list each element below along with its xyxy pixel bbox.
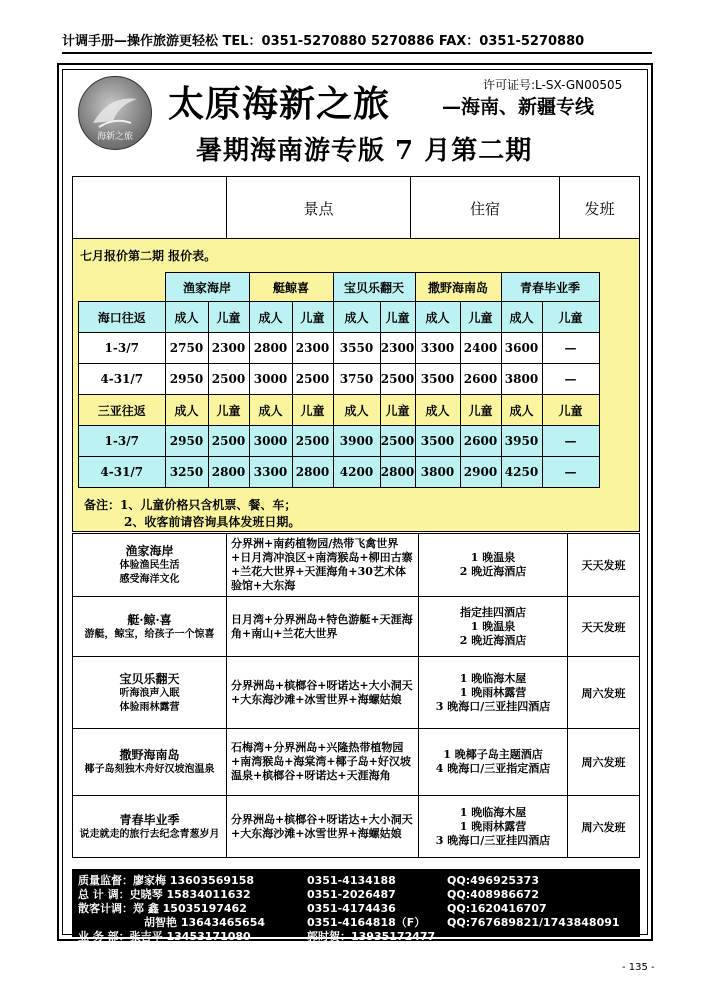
note-line: 2、收客前请咨询具体发班日期。 [124,515,301,529]
stay-line: 3 晚海口/三亚挂四酒店 [435,833,551,847]
route-name: 艇·鲸·喜 [127,612,172,627]
header-depart: 发班 [560,177,640,240]
logo-icon [78,76,152,150]
stay-line: 2 晚近海酒店 [459,633,527,647]
route-depart: 天天发班 [568,534,640,597]
origin-label: 三亚往返 [79,395,166,426]
stay-line: 3 晚海口/三亚挂四酒店 [435,699,551,713]
price-cell: 2500 [380,426,415,457]
route-name-cell [73,597,227,657]
contact-line: 郭时贺：13935172477 [307,930,436,943]
price-cell: — [542,457,599,488]
price-cell: 3300 [249,457,292,488]
stay-line: 指定挂四酒店 [460,605,526,619]
contact-line: 总 计 调：史晓琴 15834011632 [78,888,251,901]
price-cell: 2900 [460,457,501,488]
adult-label: 成人 [501,302,542,333]
product-header: 渔家海岸 [165,273,249,302]
logo-text: 海新之旅 [96,132,134,142]
stay-line: 1 晚温泉 [470,551,516,564]
route-name-cell [73,534,227,597]
route-name: 宝贝乐翻天 [119,671,180,686]
contact-line: 0351-2026487 [307,888,396,901]
price-cell: 2300 [208,333,249,364]
price-cell: 3500 [415,364,460,395]
route-name: 渔家海岸 [125,544,174,558]
route-spots: 日月湾+分界洲岛+特色游艇+天涯海角+南山+兰花大世界 [227,597,419,657]
price-cell: 3800 [501,364,542,395]
stay-line: 2 晚近海酒店 [459,565,527,578]
child-label: 儿童 [542,395,599,426]
price-cell: 3000 [249,426,292,457]
issue-title: 暑期海南游专版 7 月第二期 [196,136,533,166]
route-name-cell [73,729,227,796]
price-cell: — [542,333,599,364]
stay-line: 1 晚临海木屋 [459,805,527,819]
child-label: 儿童 [292,302,333,333]
price-cell: 2500 [208,426,249,457]
price-cell: 3600 [501,333,542,364]
adult-label: 成人 [165,395,208,426]
price-cell: 2950 [165,426,208,457]
price-cell: 4250 [501,457,542,488]
header-spots: 景点 [227,177,411,240]
price-cell: 3500 [415,426,460,457]
route-stay [419,796,568,858]
contact-line: 0351-4134188 [307,874,396,887]
price-cell: 3250 [165,457,208,488]
contact-col-phones [307,874,435,944]
contact-line: 胡智艳 13643465654 [144,916,266,929]
contact-line: QQ:1620416707 [447,902,547,915]
child-label: 儿童 [292,395,333,426]
route-stay [419,657,568,729]
price-cell: 2500 [380,364,415,395]
price-cell: 4200 [333,457,380,488]
route-name: 青春毕业季 [119,812,180,827]
price-table [78,272,600,488]
price-cell: 3900 [333,426,380,457]
price-cell: 2750 [165,333,208,364]
contact-line: QQ:767689821/1743848091 [447,916,620,929]
brand-name: 太原海新之旅 [168,83,391,125]
price-cell: — [542,364,599,395]
route-name-cell [73,796,227,858]
route-table [72,533,640,858]
price-cell: 2500 [208,364,249,395]
stay-line: 1 晚椰子岛主题酒店 [443,748,543,761]
route-spots: 石梅湾+分界洲岛+兴隆热带植物园+南湾猴岛+海棠湾+椰子岛+好汉坡温泉+槟榔谷+呀诺达+天涯海角 [227,729,419,796]
price-cell: 3550 [333,333,380,364]
route-stay [419,534,568,597]
contact-col-qq [447,874,620,930]
child-label: 儿童 [460,302,501,333]
product-header: 撒野海南岛 [415,273,501,302]
price-cell: 2600 [460,364,501,395]
child-label: 儿童 [380,302,415,333]
stay-line: 1 晚临海木屋 [459,671,527,685]
origin-label: 海口往返 [79,302,166,333]
stay-line: 1 晚雨林露营 [459,685,527,699]
route-spots: 分界洲岛+槟榔谷+呀诺达+大小洞天+大东海沙滩+冰雪世界+海螺姑娘 [227,796,419,858]
route-spots: 分界洲岛+槟榔谷+呀诺达+大小洞天+大东海沙滩+冰雪世界+海螺姑娘 [227,657,419,729]
price-title: 七月报价第二期 报价表。 [80,249,217,263]
note-line: 备注：1、儿童价格只含机票、餐、车； [84,498,297,512]
price-cell: 2800 [292,457,333,488]
adult-label: 成人 [501,395,542,426]
route-desc: 体验渔民生活 [119,560,180,571]
contact-line: 0351-4174436 [307,902,396,915]
stay-line: 1 晚温泉 [470,619,516,633]
price-cell: 3950 [501,426,542,457]
child-label: 儿童 [208,395,249,426]
contact-line: QQ:496925373 [447,874,539,887]
adult-label: 成人 [333,395,380,426]
route-depart: 周六发班 [568,729,640,796]
child-label: 儿童 [380,395,415,426]
contact-col-people [78,874,265,944]
child-label: 儿童 [208,302,249,333]
route-stay [419,729,568,796]
price-cell: 3800 [415,457,460,488]
route-name: 撒野海南岛 [119,748,180,762]
price-cell: — [542,426,599,457]
date-cell: 4-31/7 [79,457,166,488]
child-label: 儿童 [542,302,599,333]
route-table-header [72,176,640,240]
route-desc: 椰子岛刻独木舟好汉坡泡温泉 [84,764,215,775]
license-number: 许可证号:L-SX-GN00505 [483,78,623,92]
date-cell: 1-3/7 [79,426,166,457]
route-depart: 天天发班 [568,597,640,657]
adult-label: 成人 [333,302,380,333]
page-number: - 135 - [622,962,655,973]
route-depart: 周六发班 [568,657,640,729]
stay-line: 4 晚海口/三亚指定酒店 [435,762,551,775]
adult-label: 成人 [249,302,292,333]
header-stay: 住宿 [411,177,560,240]
price-cell: 2300 [292,333,333,364]
price-cell: 2800 [249,333,292,364]
price-cell: 2600 [460,426,501,457]
route-stay [419,597,568,657]
product-header: 宝贝乐翻天 [333,273,415,302]
price-cell: 2500 [292,364,333,395]
route-name-cell [73,657,227,729]
price-cell: 2800 [380,457,415,488]
product-header: 青春毕业季 [501,273,599,302]
brand-subtitle: —海南、新疆专线 [442,96,595,118]
price-cell: 3750 [333,364,380,395]
route-desc: 体验雨林露营 [119,701,180,713]
price-cell: 2800 [208,457,249,488]
price-cell: 2300 [380,333,415,364]
contact-line: 散客计调：郑 鑫 15035197462 [78,902,247,915]
contact-line: QQ:408986672 [447,888,539,901]
header-blank [73,177,227,240]
adult-label: 成人 [415,395,460,426]
contact-line: 0351-4164818（F） [307,916,426,929]
route-spots: 分界洲+南药植物园/热带飞禽世界+日月湾冲浪区+南湾猴岛+柳田古寨+兰花大世界+天涯海角+30艺术体验馆+大东海 [227,534,419,597]
date-cell: 4-31/7 [79,364,166,395]
route-desc: 游艇，鲸宝，给孩子一个惊喜 [84,628,215,640]
route-desc: 感受海洋文化 [119,574,180,585]
contact-line: 业 务 部：张吉平 13453171080 [78,930,251,943]
price-cell: 3300 [415,333,460,364]
stay-line: 1 晚雨林露营 [459,819,527,833]
price-cell: 2400 [460,333,501,364]
adult-label: 成人 [249,395,292,426]
adult-label: 成人 [415,302,460,333]
header-bar: 计调手册—操作旅游更轻松 TEL：0351-5270880 5270886 FAX：0351-5270880 [62,34,585,49]
price-corner [79,273,166,302]
price-cell: 2500 [292,426,333,457]
price-notes [84,497,300,531]
route-depart: 周六发班 [568,796,640,858]
child-label: 儿童 [460,395,501,426]
adult-label: 成人 [165,302,208,333]
date-cell: 1-3/7 [79,333,166,364]
product-header: 艇鲸喜 [249,273,333,302]
price-cell: 3000 [249,364,292,395]
contact-line: 质量监督：廖家梅 13603569158 [78,874,255,887]
route-desc: 说走就走的旅行去纪念青葱岁月 [79,828,220,840]
route-desc: 听海浪声入眠 [119,687,180,699]
header-divider [62,52,652,54]
price-cell: 2950 [165,364,208,395]
